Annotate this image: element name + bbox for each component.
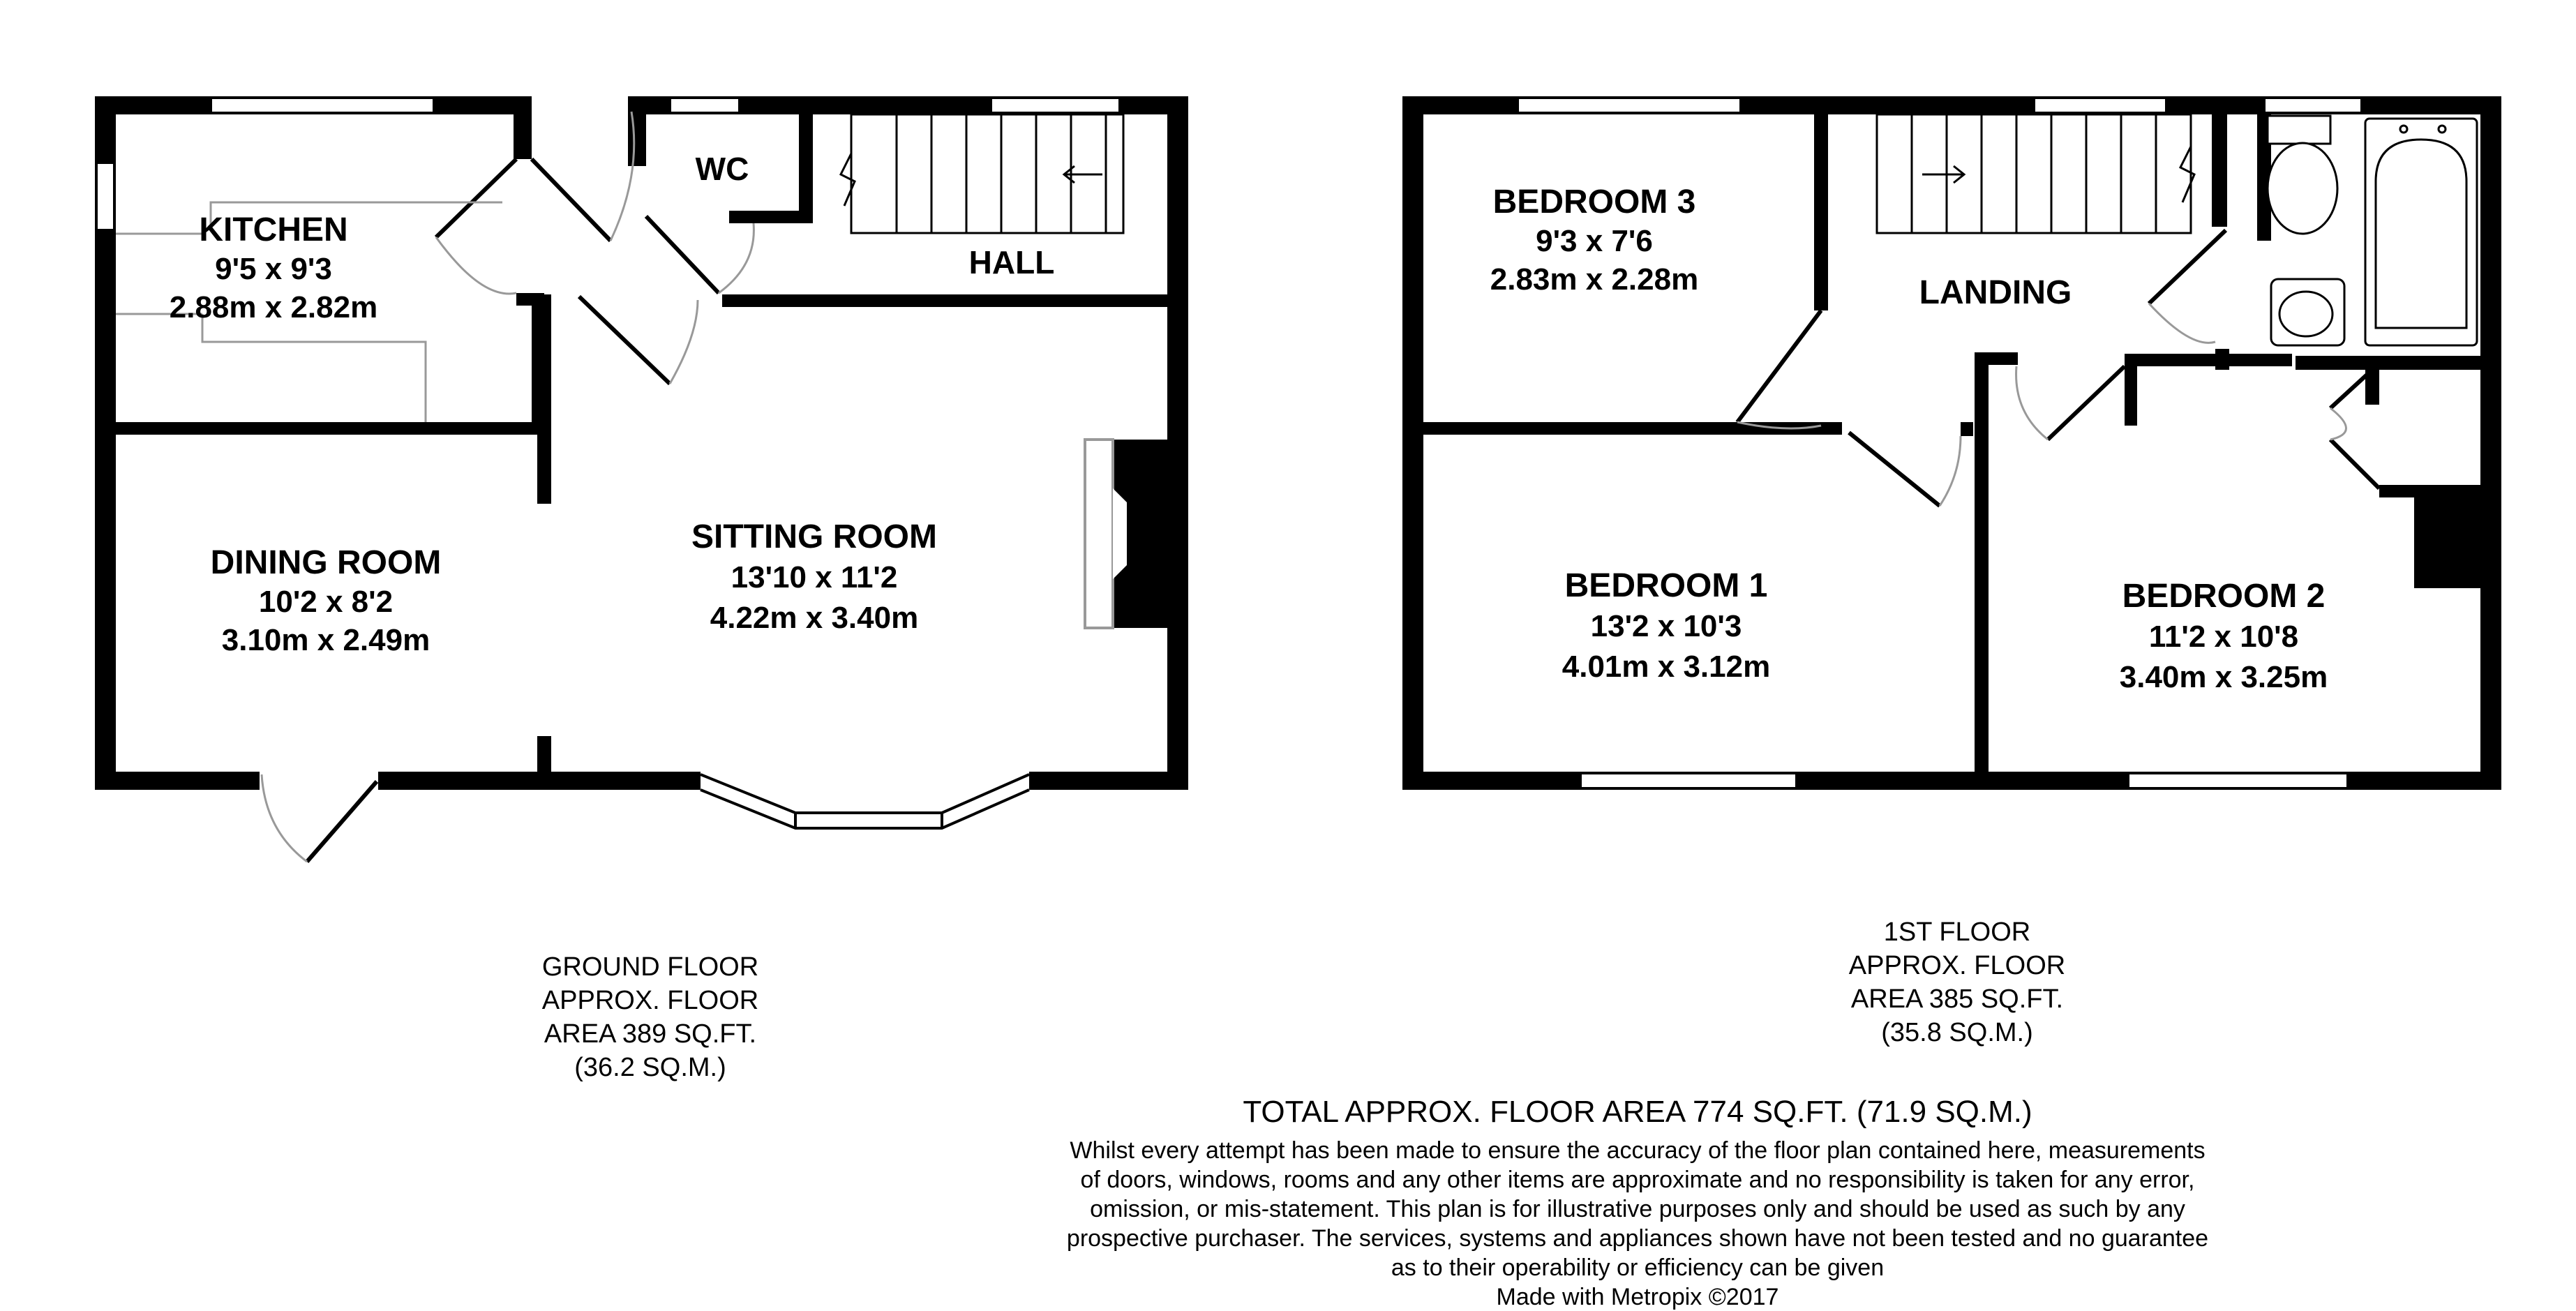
first-floor-area-line-2: APPROX. FLOOR xyxy=(1848,951,2066,980)
disclaimer xyxy=(1067,1137,2208,1310)
bath-icon xyxy=(2365,119,2477,345)
room-dim-bedroom-1-imperial: 13'2 x 10'3 xyxy=(1590,609,1742,643)
ground-floor-doors xyxy=(307,159,719,862)
disclaimer-line-4: prospective purchaser. The services, systems and appliances shown have not been tested and no guarantee xyxy=(1066,1225,2209,1252)
room-name-bedroom-2: BEDROOM 2 xyxy=(2122,578,2326,615)
room-dim-dining-metric: 3.10m x 2.49m xyxy=(221,623,430,657)
first-floor-area xyxy=(1849,917,2065,1047)
room-dim-bedroom-2-metric: 3.40m x 3.25m xyxy=(2119,660,2328,694)
room-name-kitchen: KITCHEN xyxy=(199,211,348,248)
first-floor-area-line-3: AREA 385 SQ.FT. xyxy=(1850,984,2064,1014)
ground-floor-area-line-2: APPROX. FLOOR xyxy=(541,986,759,1015)
ground-floor-walls xyxy=(95,96,1188,790)
room-dim-kitchen-metric: 2.88m x 2.82m xyxy=(169,290,378,324)
bay-window xyxy=(701,774,1029,828)
fireplace-hearth xyxy=(1085,440,1113,628)
room-name-landing: LANDING xyxy=(1919,274,2072,311)
first-floor-door-swings xyxy=(1737,304,2346,506)
room-name-sitting: SITTING ROOM xyxy=(691,518,937,555)
room-dim-sitting-imperial: 13'10 x 11'2 xyxy=(731,560,898,594)
room-dim-sitting-metric: 4.22m x 3.40m xyxy=(710,601,919,635)
ground-floor-stairs xyxy=(841,114,1123,233)
room-dim-bedroom-2-imperial: 11'2 x 10'8 xyxy=(2148,620,2299,654)
total-floor-area: TOTAL APPROX. FLOOR AREA 774 SQ.FT. (71.9 SQ.M.) xyxy=(1243,1095,2032,1129)
ground-floor-area-line-3: AREA 389 SQ.FT. xyxy=(544,1019,757,1049)
ground-floor-area xyxy=(542,952,758,1082)
room-name-bedroom-1: BEDROOM 1 xyxy=(1564,567,1768,604)
first-floor-area-line-4: (35.8 SQ.M.) xyxy=(1881,1018,2033,1047)
room-name-hall: HALL xyxy=(968,244,1055,280)
room-dim-bedroom-1-metric: 4.01m x 3.12m xyxy=(1562,650,1771,684)
room-dim-kitchen-imperial: 9'5 x 9'3 xyxy=(215,252,332,286)
room-dim-bedroom-3-imperial: 9'3 x 7'6 xyxy=(1536,224,1653,258)
first-floor-stairs xyxy=(1877,114,2194,233)
room-name-dining: DINING ROOM xyxy=(210,544,442,581)
room-name-bedroom-3: BEDROOM 3 xyxy=(1492,183,1696,220)
ground-floor-area-line-1: GROUND FLOOR xyxy=(541,952,759,982)
bathroom-fixtures xyxy=(2268,116,2477,345)
toilet-bowl-icon xyxy=(2268,143,2337,234)
disclaimer-line-2: of doors, windows, rooms and any other items are approximate and no responsibility is taken for any error, xyxy=(1080,1167,2195,1193)
disclaimer-line-6: Made with Metropix ©2017 xyxy=(1496,1284,1779,1310)
room-dim-dining-imperial: 10'2 x 8'2 xyxy=(258,585,394,619)
room-dim-bedroom-3-metric: 2.83m x 2.28m xyxy=(1490,262,1699,297)
ground-floor-area-line-4: (36.2 SQ.M.) xyxy=(574,1053,726,1082)
room-name-wc: WC xyxy=(695,151,749,187)
disclaimer-line-1: Whilst every attempt has been made to ensure the accuracy of the floor plan contained here, measurements xyxy=(1070,1137,2206,1164)
first-floor-doors xyxy=(1737,230,2379,506)
toilet-cistern xyxy=(2268,116,2330,144)
fireplace-opening xyxy=(1113,488,1127,579)
disclaimer-line-3: omission, or mis-statement. This plan is for illustrative purposes only and should be used as such by any xyxy=(1090,1196,2185,1222)
first-floor-area-line-1: 1ST FLOOR xyxy=(1883,917,2031,947)
disclaimer-line-5: as to their operability or efficiency can be given xyxy=(1391,1254,1885,1281)
